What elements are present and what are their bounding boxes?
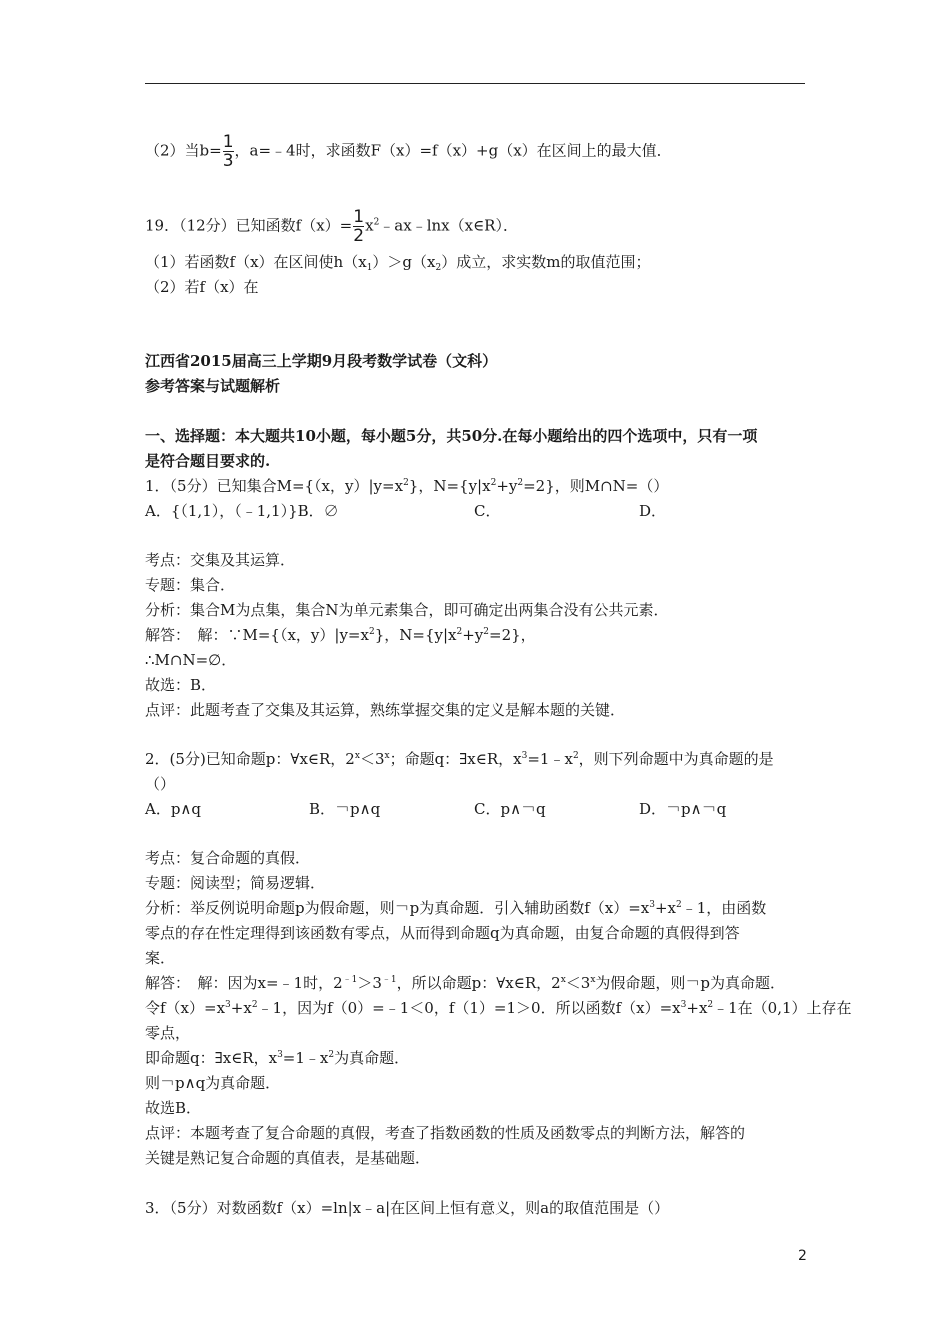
q2-dianping: 点评：本题考查了复合命题的真假，考查了指数函数的性质及函数零点的判断方法，解答的: [145, 1124, 746, 1142]
q1-zhuanti: 专题：集合．: [145, 576, 236, 594]
q2-ze: 则￢p∧q为真命题．: [145, 1074, 281, 1092]
q3-stem: 3．（5分）对数函数f（x）=ln|x﹣a|在区间上恒有意义，则a的取值范围是（）: [145, 1199, 670, 1217]
q1-choose: 故选：B．: [145, 676, 217, 694]
q1-jieda: 解答： 解：∵M={（x，$y)|y=x^2$}，$N=\{y|x^2+y^2=2\}$，: [145, 626, 536, 644]
q19-part1: （1）若函数f（x）在区间使$h(x_1)>g(x_2)$成立，求实数m的取值范围；: [145, 253, 651, 273]
q2-zhuanti: 专题：阅读型；简易逻辑．: [145, 874, 326, 892]
q2-choose: 故选B．: [145, 1099, 202, 1117]
q2-ling: 令$f(x)=x^3+x^2﹣1$，因为f（0）=﹣1＜0，f（1）=1＞0．所以函数$f(x)=x^3+x^2﹣1$在（0,1）上存在: [145, 999, 852, 1017]
q2-option-a: A．p∧q: [145, 800, 202, 818]
q2-fenxi-line3: 案．: [145, 949, 176, 967]
q2-ling-line2: 零点，: [145, 1024, 191, 1042]
q19-stem: 19．（12分）已知函数f（x）= $\frac{1}{2}$ $x^2﹣ax﹣\ln x(x\in R)$．: [145, 207, 518, 246]
q1-dianping: 点评：此题考查了交集及其运算，熟练掌握交集的定义是解本题的关键．: [145, 701, 626, 719]
q2-option-d: D．￢p∧￢q: [639, 800, 727, 818]
q2-stem: 2．(5分)已知命题p：∀x∈R，$2^x<3^x$；命题q：∃x∈R，$x^3=1﹣x^2$，则下列命题中为真命题的是: [145, 750, 774, 768]
q1-options: [145, 501, 667, 521]
header-rule: [145, 83, 805, 84]
q2-jieda: 解答： 解：因为x=﹣1时，$2^{﹣1}>3^{﹣1}$，所以命题p：∀x∈R，$2^x<3^x$为假命题，则￢p为真命题．: [145, 974, 786, 992]
q2-option-c: C．p∧￢q: [474, 800, 546, 818]
q2-stem-line2: （）: [145, 775, 176, 793]
exam-subtitle: 参考答案与试题解析: [145, 377, 281, 395]
q1-option-d: D．: [639, 502, 667, 520]
q2-jimt: 即命题q：∃x∈R，$x^3=1﹣x^2$为真命题．: [145, 1049, 410, 1067]
q1-stem: 1．（5分）已知集合M={（x，$y)|y=x^2$}，$N=\{y|x^2+y^2=2\}$，则M∩N=（）: [145, 477, 669, 495]
fraction-one-half: $\frac{1}{2}$: [353, 207, 365, 246]
q19-part2: （2）若f（x）在: [145, 278, 259, 296]
q2-fenxi-line2: 零点的存在性定理得到该函数有零点，从而得到命题q为真命题，由复合命题的真假得到答: [145, 924, 740, 942]
q1-fenxi: 分析：集合M为点集，集合N为单元素集合，即可确定出两集合没有公共元素．: [145, 601, 669, 619]
q1-option-ab: A．{（1,1），（﹣1,1）}B．∅: [145, 502, 339, 520]
q18-part2: （2）当b= $\frac{1}{3}$ ，a=﹣4时，求函数F（x）=f（x）+g（x）在区间上的最大值．: [145, 132, 672, 171]
q2-kaodian: 考点：复合命题的真假．: [145, 849, 311, 867]
page-number: 2: [798, 1248, 807, 1264]
section-heading-line1: 一、选择题：本大题共10小题，每小题5分，共50分.在每小题给出的四个选项中，只有一项: [145, 427, 758, 445]
q1-therefore: ∴M∩N=∅．: [145, 651, 237, 669]
section-heading-line2: 是符合题目要求的.: [145, 452, 271, 470]
q1-kaodian: 考点：交集及其运算．: [145, 551, 296, 569]
q2-dianping-line2: 关键是熟记复合命题的真值表，是基础题．: [145, 1149, 431, 1167]
q1-option-c: C．: [474, 502, 501, 520]
fraction-one-third: $\frac{1}{3}$: [222, 132, 234, 171]
q2-options: [145, 799, 727, 819]
q2-option-b: B．￢p∧q: [309, 800, 381, 818]
exam-title: 江西省2015届高三上学期9月段考数学试卷（文科）: [145, 352, 498, 370]
q2-fenxi: 分析：举反例说明命题p为假命题，则￢p为真命题．引入辅助函数$f(x)=x^3+x^2﹣1$，由函数: [145, 899, 767, 917]
